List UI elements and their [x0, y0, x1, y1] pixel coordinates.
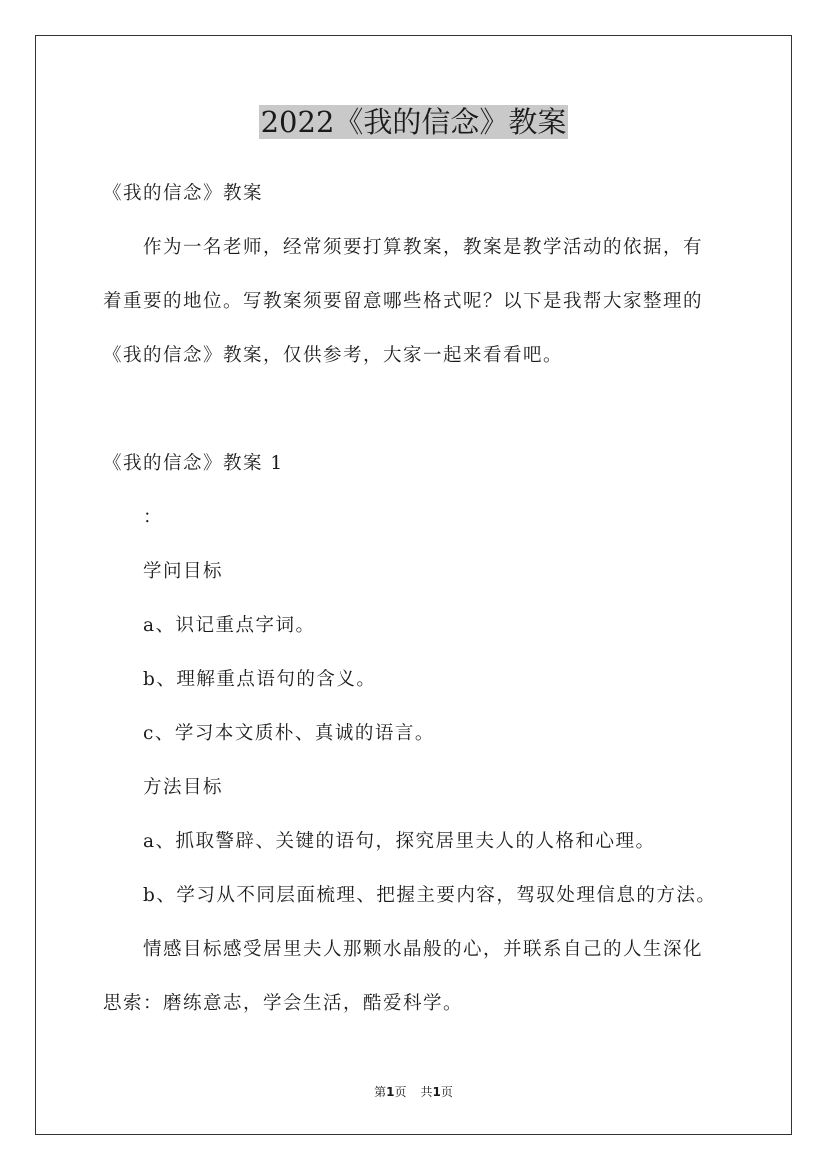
intro-line-2: 着重要的地位。写教案须要留意哪些格式呢？以下是我帮大家整理的: [103, 291, 704, 312]
footer-total-prefix: 共: [420, 1085, 433, 1099]
title-highlight: 2022《我的信念》教案: [260, 105, 567, 139]
doc-heading: 《我的信念》教案: [103, 183, 264, 204]
footer-page-unit: 页: [394, 1085, 407, 1099]
emotion-goal-line-1: 情感目标感受居里夫人那颗水晶般的心，并联系自己的人生深化: [143, 939, 704, 960]
knowledge-goal-c: c、学习本文质朴、真诚的语言。: [143, 723, 435, 744]
document-title: [0, 100, 827, 144]
knowledge-goal-a: a、识记重点字词。: [143, 615, 316, 636]
method-goal-b: b、学习从不同层面梳理、把握主要内容，驾驭处理信息的方法。: [143, 885, 717, 906]
intro-line-1: 作为一名老师，经常须要打算教案，教案是教学活动的依据，有: [143, 237, 704, 258]
section-heading: 《我的信念》教案 1: [103, 453, 284, 474]
footer-page-number: 1: [386, 1085, 395, 1099]
intro-line-3: 《我的信念》教案，仅供参考，大家一起来看看吧。: [103, 345, 564, 366]
method-goal-a: a、抓取警辟、关键的语句，探究居里夫人的人格和心理。: [143, 831, 656, 852]
page-footer: [0, 1084, 827, 1100]
footer-total-pages: 1: [432, 1085, 441, 1099]
footer-page-prefix: 第: [374, 1085, 387, 1099]
emotion-goal-line-2: 思索：磨练意志，学会生活，酷爱科学。: [103, 993, 464, 1014]
colon-line: ：: [143, 507, 164, 528]
footer-total-unit: 页: [440, 1085, 453, 1099]
knowledge-goal-heading: 学问目标: [143, 561, 224, 582]
knowledge-goal-b: b、理解重点语句的含义。: [143, 669, 377, 690]
method-goal-heading: 方法目标: [143, 777, 224, 798]
